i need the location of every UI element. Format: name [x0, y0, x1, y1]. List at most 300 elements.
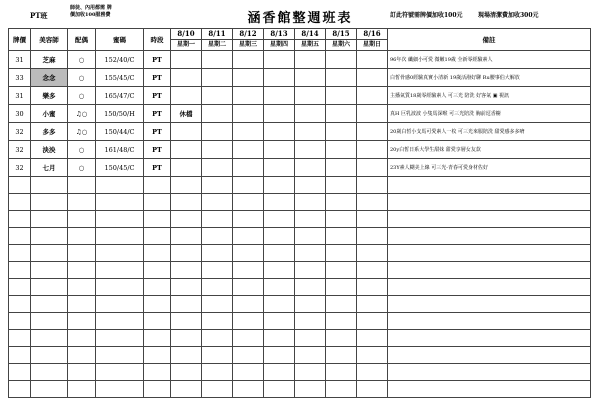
col-header-shift: 時段	[144, 29, 171, 51]
empty-cell	[9, 296, 31, 313]
weekday-header: 星期三	[233, 40, 264, 51]
day-cell	[171, 51, 202, 69]
preference-cell: ○	[68, 141, 96, 159]
day-cell	[233, 159, 264, 177]
size-cell: 150/44/C	[96, 123, 144, 141]
day-cell	[202, 69, 233, 87]
day-cell	[171, 69, 202, 87]
empty-cell	[233, 228, 264, 245]
empty-cell	[264, 381, 295, 398]
empty-cell	[233, 211, 264, 228]
day-cell	[295, 159, 326, 177]
day-cell	[326, 51, 357, 69]
empty-cell	[357, 364, 388, 381]
date-header: 8/16	[357, 29, 388, 40]
header-left-label: PT班	[30, 11, 48, 20]
empty-cell	[144, 245, 171, 262]
day-cell	[326, 105, 357, 123]
day-cell	[233, 105, 264, 123]
empty-cell	[326, 228, 357, 245]
weekday-header: 星期四	[264, 40, 295, 51]
empty-cell	[171, 262, 202, 279]
empty-cell	[31, 211, 68, 228]
empty-cell	[9, 381, 31, 398]
day-cell	[171, 159, 202, 177]
empty-cell	[202, 381, 233, 398]
empty-cell	[388, 296, 591, 313]
stylist-name: 泱泱	[31, 141, 68, 159]
empty-cell	[171, 381, 202, 398]
stylist-name: 芝麻	[31, 51, 68, 69]
day-cell	[295, 69, 326, 87]
day-cell: 休檔	[171, 105, 202, 123]
empty-cell	[357, 313, 388, 330]
header-note-line2: 價加收100服務費	[70, 12, 111, 18]
empty-cell	[144, 330, 171, 347]
table-row	[9, 159, 591, 177]
stylist-name: 念念	[31, 69, 68, 87]
empty-cell	[31, 245, 68, 262]
table-row	[9, 141, 591, 159]
empty-cell	[202, 228, 233, 245]
empty-cell	[96, 296, 144, 313]
shift-cell: PT	[144, 105, 171, 123]
empty-cell	[202, 262, 233, 279]
table-row	[9, 105, 591, 123]
sheet-header	[0, 0, 600, 28]
header-cleaning-note: 現場清潔費加收300元	[478, 12, 539, 19]
shift-cell: PT	[144, 87, 171, 105]
empty-cell	[171, 330, 202, 347]
remark-cell: 白皙骨感0經驗真實小清新 19歲活潑好聊 Ru腰事伯大解放	[388, 69, 591, 87]
empty-cell	[233, 381, 264, 398]
size-cell: 161/48/C	[96, 141, 144, 159]
empty-cell	[264, 262, 295, 279]
day-cell	[295, 105, 326, 123]
empty-cell	[326, 245, 357, 262]
empty-row	[9, 194, 591, 211]
col-header-preference: 配偶	[68, 29, 96, 51]
empty-cell	[233, 330, 264, 347]
remark-cell: 23Y素人糊美上線 可三光-青春可愛身材佐好	[388, 159, 591, 177]
table-row	[9, 87, 591, 105]
price-cell: 31	[9, 51, 31, 69]
empty-cell	[171, 347, 202, 364]
empty-cell	[144, 279, 171, 296]
col-header-size: 蜜碼	[96, 29, 144, 51]
date-header: 8/10	[171, 29, 202, 40]
empty-cell	[31, 330, 68, 347]
empty-cell	[264, 279, 295, 296]
empty-cell	[233, 194, 264, 211]
empty-cell	[9, 245, 31, 262]
empty-cell	[388, 313, 591, 330]
empty-row	[9, 245, 591, 262]
empty-cell	[96, 245, 144, 262]
empty-cell	[357, 177, 388, 194]
empty-cell	[96, 194, 144, 211]
stylist-name: 樂多	[31, 87, 68, 105]
table-row	[9, 123, 591, 141]
empty-cell	[96, 228, 144, 245]
empty-cell	[326, 211, 357, 228]
day-cell	[295, 87, 326, 105]
shift-cell: PT	[144, 159, 171, 177]
empty-cell	[68, 381, 96, 398]
empty-cell	[31, 177, 68, 194]
empty-cell	[388, 177, 591, 194]
empty-cell	[326, 330, 357, 347]
day-cell	[295, 123, 326, 141]
remark-cell: 96年次 纖細小可愛 微嫩19歲 全新零經驗素人	[388, 51, 591, 69]
empty-cell	[202, 279, 233, 296]
day-cell	[202, 159, 233, 177]
empty-cell	[295, 347, 326, 364]
empty-cell	[9, 228, 31, 245]
empty-cell	[388, 347, 591, 364]
page-title: 涵香館整週班表	[247, 11, 353, 26]
empty-row	[9, 330, 591, 347]
empty-row	[9, 347, 591, 364]
empty-cell	[68, 364, 96, 381]
empty-cell	[326, 313, 357, 330]
empty-cell	[31, 296, 68, 313]
empty-cell	[171, 364, 202, 381]
empty-cell	[388, 245, 591, 262]
empty-cell	[233, 296, 264, 313]
day-cell	[264, 87, 295, 105]
stylist-name: 多多	[31, 123, 68, 141]
weekday-header: 星期日	[357, 40, 388, 51]
empty-cell	[202, 296, 233, 313]
empty-cell	[96, 262, 144, 279]
day-cell	[357, 123, 388, 141]
empty-cell	[144, 262, 171, 279]
empty-cell	[31, 279, 68, 296]
day-cell	[357, 141, 388, 159]
empty-cell	[9, 347, 31, 364]
empty-cell	[68, 245, 96, 262]
day-cell	[357, 87, 388, 105]
empty-cell	[326, 296, 357, 313]
empty-cell	[264, 313, 295, 330]
empty-cell	[326, 262, 357, 279]
empty-cell	[202, 245, 233, 262]
remark-cell: 20歲白皙小支馬可愛素人一枚 可三光來服陪洗 甜愛感多多唷	[388, 123, 591, 141]
weekday-header: 星期六	[326, 40, 357, 51]
empty-cell	[264, 296, 295, 313]
empty-cell	[96, 211, 144, 228]
empty-cell	[68, 347, 96, 364]
empty-cell	[326, 347, 357, 364]
empty-row	[9, 381, 591, 398]
empty-cell	[357, 262, 388, 279]
day-cell	[233, 51, 264, 69]
empty-cell	[264, 364, 295, 381]
empty-cell	[233, 364, 264, 381]
empty-cell	[388, 279, 591, 296]
preference-cell: ♫○	[68, 105, 96, 123]
remark-cell: 主播氣質18歲零經驗素人 可三光 陪洗 好客氣 ▣ 視訊	[388, 87, 591, 105]
day-cell	[357, 69, 388, 87]
col-header-stylist: 美容師	[31, 29, 68, 51]
empty-cell	[326, 279, 357, 296]
day-cell	[233, 123, 264, 141]
day-cell	[326, 69, 357, 87]
empty-cell	[9, 177, 31, 194]
price-cell: 32	[9, 159, 31, 177]
day-cell	[264, 141, 295, 159]
empty-cell	[31, 381, 68, 398]
empty-cell	[357, 211, 388, 228]
empty-row	[9, 228, 591, 245]
empty-cell	[388, 228, 591, 245]
empty-cell	[357, 228, 388, 245]
weekday-header: 星期五	[295, 40, 326, 51]
schedule-table	[8, 28, 591, 398]
empty-cell	[264, 177, 295, 194]
day-cell	[171, 141, 202, 159]
empty-cell	[68, 228, 96, 245]
empty-cell	[68, 194, 96, 211]
empty-cell	[388, 381, 591, 398]
empty-cell	[31, 194, 68, 211]
empty-cell	[326, 177, 357, 194]
preference-cell: ○	[68, 51, 96, 69]
empty-cell	[357, 330, 388, 347]
day-cell	[326, 123, 357, 141]
col-header-remark: 備註	[388, 29, 591, 51]
day-cell	[264, 159, 295, 177]
day-cell	[326, 159, 357, 177]
empty-cell	[144, 381, 171, 398]
size-cell: 150/50/H	[96, 105, 144, 123]
table-row	[9, 69, 591, 87]
size-cell: 150/45/C	[96, 159, 144, 177]
empty-row	[9, 211, 591, 228]
empty-cell	[9, 262, 31, 279]
stylist-name: 七月	[31, 159, 68, 177]
day-cell	[357, 51, 388, 69]
empty-cell	[96, 330, 144, 347]
empty-cell	[171, 245, 202, 262]
empty-cell	[31, 228, 68, 245]
date-header: 8/13	[264, 29, 295, 40]
empty-cell	[295, 381, 326, 398]
empty-row	[9, 262, 591, 279]
empty-cell	[68, 279, 96, 296]
empty-row	[9, 313, 591, 330]
empty-cell	[295, 313, 326, 330]
empty-cell	[96, 313, 144, 330]
empty-cell	[264, 347, 295, 364]
empty-cell	[295, 194, 326, 211]
empty-cell	[233, 313, 264, 330]
day-cell	[202, 123, 233, 141]
empty-cell	[264, 194, 295, 211]
empty-cell	[357, 381, 388, 398]
empty-cell	[171, 279, 202, 296]
price-cell: 31	[9, 87, 31, 105]
day-cell	[233, 87, 264, 105]
empty-cell	[357, 296, 388, 313]
empty-cell	[171, 211, 202, 228]
empty-cell	[295, 279, 326, 296]
day-cell	[233, 69, 264, 87]
day-cell	[233, 141, 264, 159]
empty-cell	[388, 364, 591, 381]
empty-cell	[202, 364, 233, 381]
shift-cell: PT	[144, 69, 171, 87]
weekday-header: 星期一	[171, 40, 202, 51]
empty-cell	[202, 313, 233, 330]
empty-cell	[295, 211, 326, 228]
day-cell	[295, 141, 326, 159]
empty-cell	[357, 279, 388, 296]
price-cell: 30	[9, 105, 31, 123]
shift-cell: PT	[144, 141, 171, 159]
empty-cell	[144, 228, 171, 245]
preference-cell: ○	[68, 69, 96, 87]
date-header: 8/11	[202, 29, 233, 40]
empty-cell	[233, 347, 264, 364]
empty-cell	[68, 296, 96, 313]
day-cell	[264, 105, 295, 123]
empty-cell	[295, 245, 326, 262]
empty-cell	[202, 211, 233, 228]
date-header: 8/15	[326, 29, 357, 40]
day-cell	[264, 69, 295, 87]
day-cell	[295, 51, 326, 69]
price-cell: 32	[9, 123, 31, 141]
empty-cell	[295, 262, 326, 279]
empty-cell	[144, 296, 171, 313]
empty-cell	[9, 313, 31, 330]
day-cell	[326, 87, 357, 105]
day-cell	[264, 123, 295, 141]
date-header: 8/12	[233, 29, 264, 40]
empty-cell	[326, 364, 357, 381]
remark-cell: 20y白皙日系大學生甜妹 甜愛享層女友款	[388, 141, 591, 159]
empty-cell	[96, 177, 144, 194]
size-cell: 155/45/C	[96, 69, 144, 87]
empty-cell	[264, 228, 295, 245]
empty-cell	[31, 313, 68, 330]
empty-cell	[264, 245, 295, 262]
empty-cell	[171, 228, 202, 245]
empty-cell	[202, 194, 233, 211]
col-header-price: 牌價	[9, 29, 31, 51]
empty-cell	[357, 194, 388, 211]
empty-cell	[295, 364, 326, 381]
price-cell: 32	[9, 141, 31, 159]
day-cell	[202, 87, 233, 105]
empty-cell	[68, 330, 96, 347]
day-cell	[264, 51, 295, 69]
day-cell	[202, 105, 233, 123]
empty-cell	[144, 364, 171, 381]
empty-cell	[388, 211, 591, 228]
empty-cell	[233, 262, 264, 279]
empty-cell	[144, 347, 171, 364]
empty-cell	[96, 279, 144, 296]
empty-cell	[9, 364, 31, 381]
empty-cell	[144, 313, 171, 330]
day-cell	[202, 141, 233, 159]
empty-cell	[326, 194, 357, 211]
empty-cell	[9, 211, 31, 228]
shift-cell: PT	[144, 51, 171, 69]
empty-cell	[202, 177, 233, 194]
preference-cell: ♫○	[68, 123, 96, 141]
empty-cell	[326, 381, 357, 398]
empty-row	[9, 279, 591, 296]
empty-cell	[357, 347, 388, 364]
empty-cell	[9, 194, 31, 211]
preference-cell: ○	[68, 159, 96, 177]
empty-cell	[144, 177, 171, 194]
table-row	[9, 51, 591, 69]
empty-cell	[388, 194, 591, 211]
empty-cell	[31, 364, 68, 381]
empty-cell	[31, 347, 68, 364]
remark-cell: 真H 巨乳波波 小隻馬深喉 可三光陪洗 胸前逗香櫥	[388, 105, 591, 123]
day-cell	[357, 159, 388, 177]
empty-cell	[31, 262, 68, 279]
price-cell: 33	[9, 69, 31, 87]
empty-cell	[264, 330, 295, 347]
size-cell: 152/40/C	[96, 51, 144, 69]
day-cell	[357, 105, 388, 123]
empty-cell	[233, 279, 264, 296]
day-cell	[171, 123, 202, 141]
empty-rows	[9, 177, 591, 398]
empty-cell	[171, 177, 202, 194]
empty-cell	[9, 279, 31, 296]
empty-row	[9, 364, 591, 381]
empty-cell	[295, 330, 326, 347]
empty-cell	[144, 211, 171, 228]
date-header: 8/14	[295, 29, 326, 40]
empty-cell	[202, 330, 233, 347]
empty-row	[9, 177, 591, 194]
empty-cell	[388, 262, 591, 279]
empty-cell	[357, 245, 388, 262]
empty-cell	[171, 296, 202, 313]
empty-cell	[171, 194, 202, 211]
empty-cell	[96, 347, 144, 364]
empty-cell	[96, 381, 144, 398]
empty-cell	[96, 364, 144, 381]
stylist-name: 小蜜	[31, 105, 68, 123]
weekday-header: 星期二	[202, 40, 233, 51]
empty-cell	[68, 262, 96, 279]
empty-row	[9, 296, 591, 313]
empty-cell	[9, 330, 31, 347]
empty-cell	[295, 177, 326, 194]
empty-cell	[171, 313, 202, 330]
empty-cell	[144, 194, 171, 211]
empty-cell	[233, 245, 264, 262]
empty-cell	[68, 313, 96, 330]
empty-cell	[68, 211, 96, 228]
day-cell	[171, 87, 202, 105]
preference-cell: ○	[68, 87, 96, 105]
day-cell	[202, 51, 233, 69]
empty-cell	[295, 296, 326, 313]
empty-cell	[295, 228, 326, 245]
empty-cell	[264, 211, 295, 228]
